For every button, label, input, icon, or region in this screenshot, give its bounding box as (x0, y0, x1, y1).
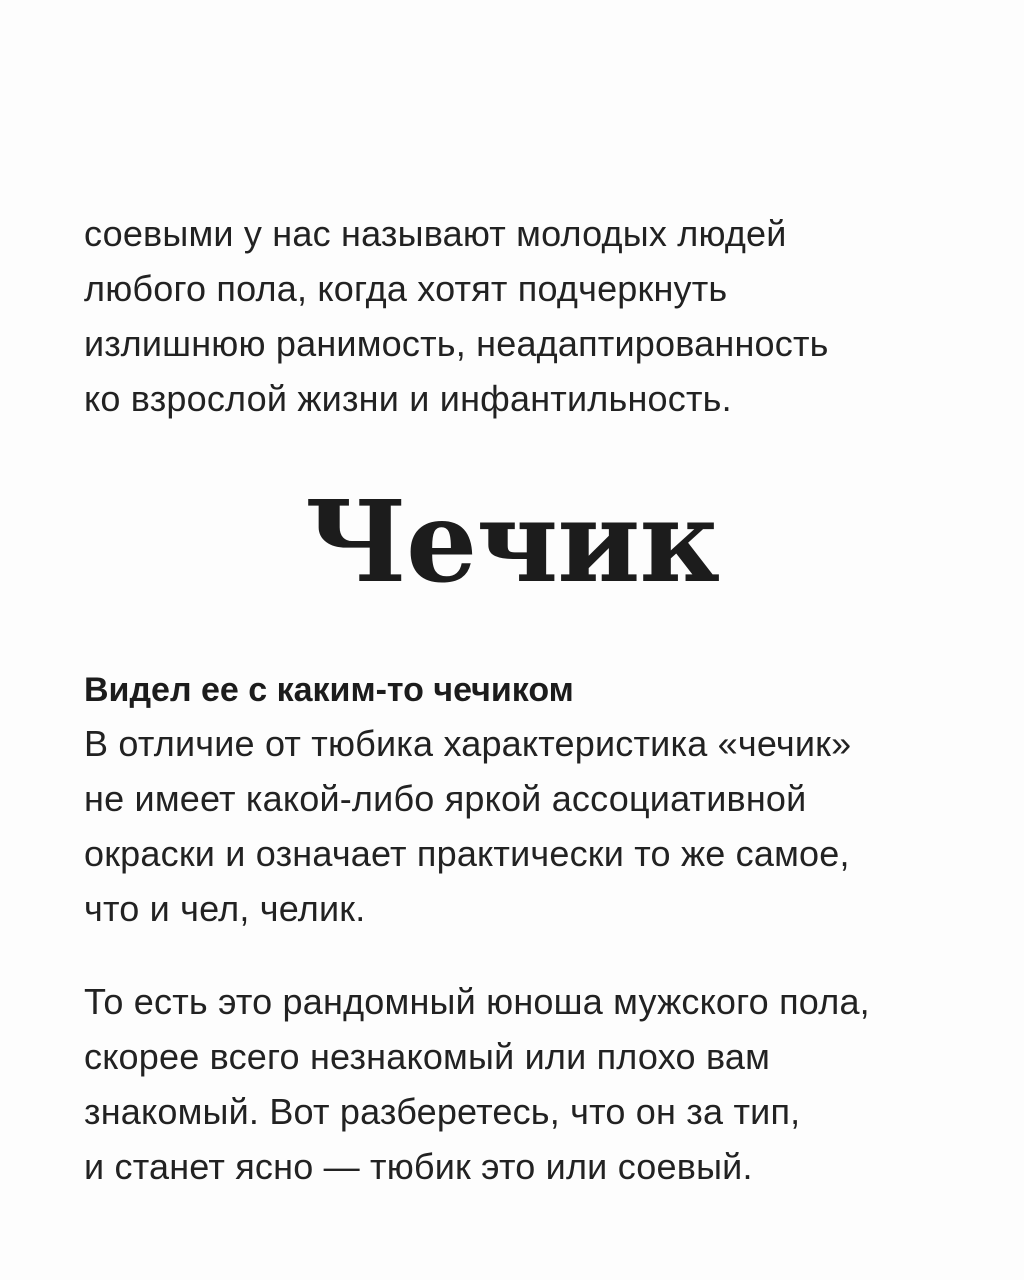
definition-line: В отличие от тюбика характеристика «чечик» (84, 723, 852, 764)
usage-example: Видел ее с каким-то чечиком (84, 671, 574, 709)
intro-line: любого пола, когда хотят подчеркнуть (84, 268, 728, 309)
definition-line: что и чел, челик. (84, 888, 366, 929)
explanation-line: скорее всего незнакомый или плохо вам (84, 1036, 771, 1077)
explanation-paragraph (84, 974, 964, 1194)
intro-line: соевыми у нас называют молодых людей (84, 213, 787, 254)
definition-paragraph (84, 716, 964, 936)
intro-paragraph (84, 206, 964, 426)
intro-line: ко взрослой жизни и инфантильность. (84, 378, 732, 419)
definition-line: окраски и означает практически то же самое, (84, 833, 850, 874)
explanation-line: и станет ясно — тюбик это или соевый. (84, 1146, 753, 1187)
explanation-line: знакомый. Вот разберетесь, что он за тип, (84, 1091, 801, 1132)
intro-line: излишнюю ранимость, неадаптированность (84, 323, 829, 364)
definition-line: не имеет какой-либо яркой ассоциативной (84, 778, 807, 819)
entry-headword: Чечик (304, 477, 720, 608)
explanation-line: То есть это рандомный юноша мужского пола, (84, 981, 870, 1022)
